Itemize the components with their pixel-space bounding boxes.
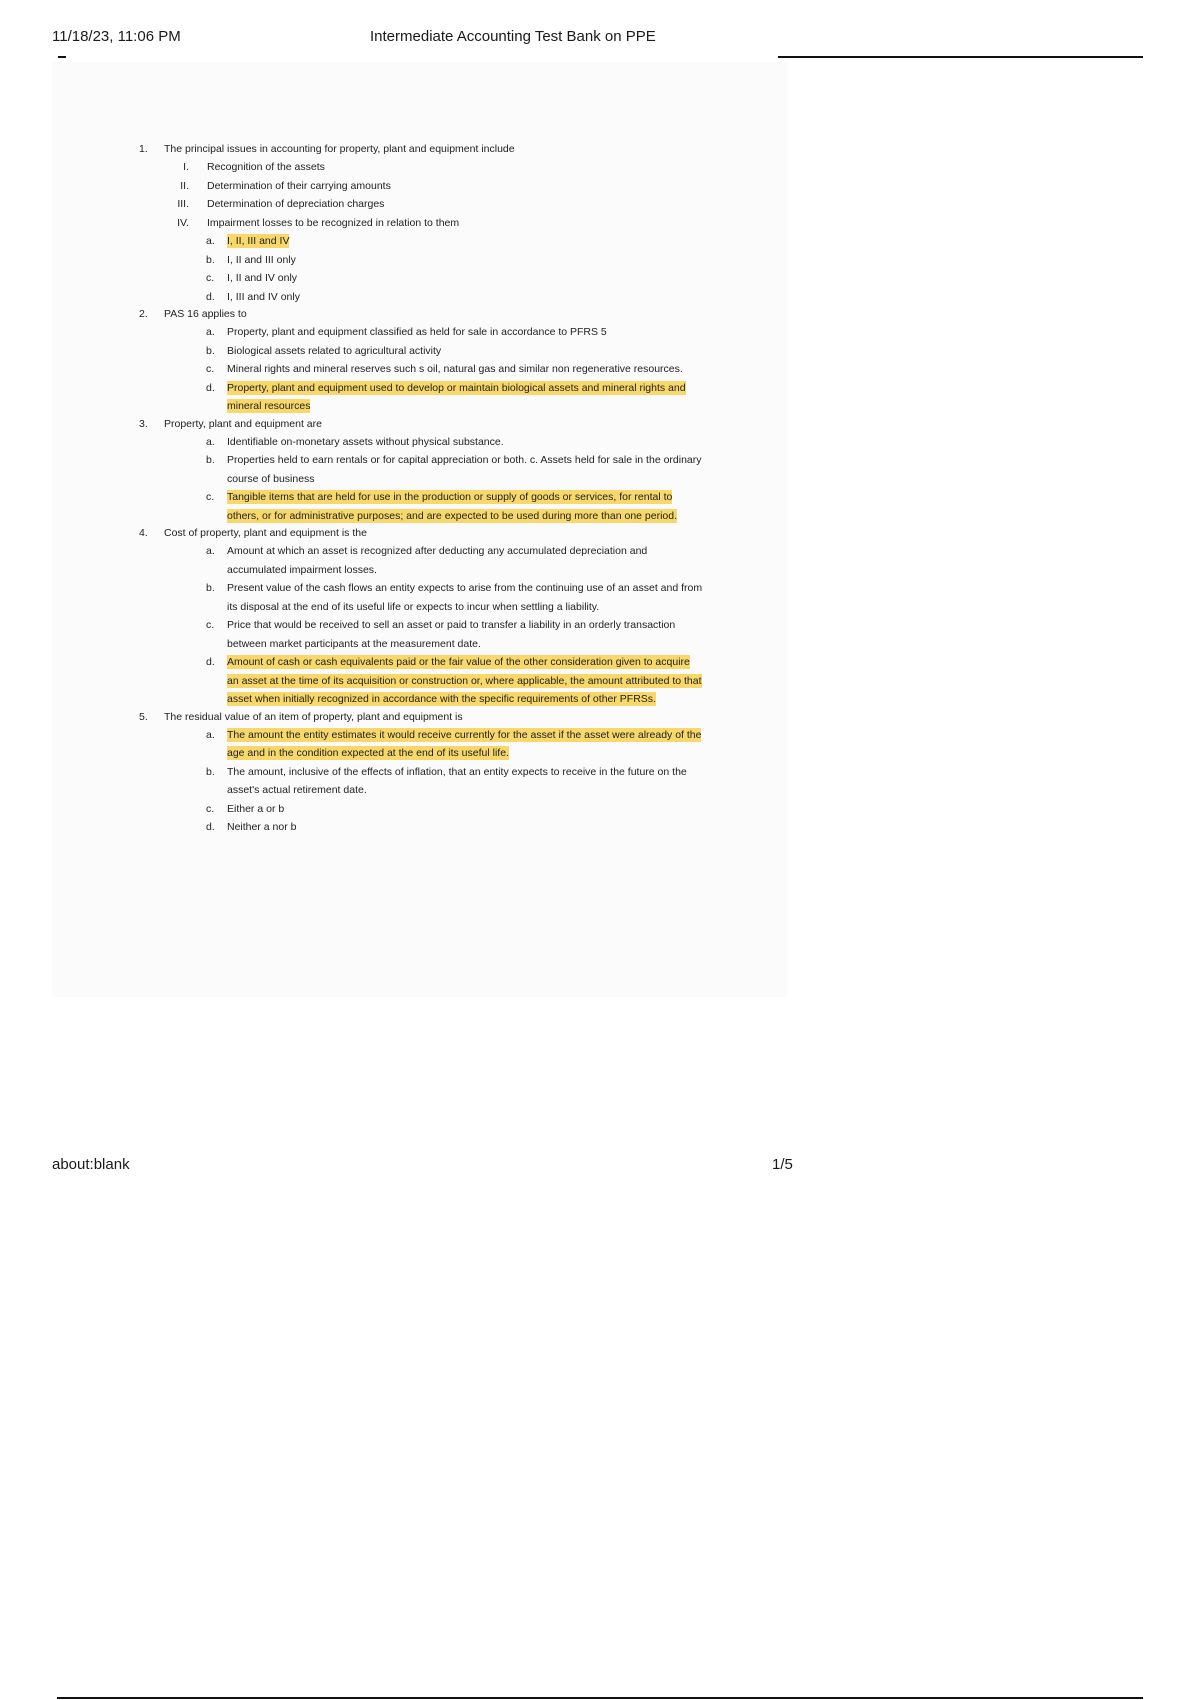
question-5 [139, 709, 704, 837]
roman-item: IV. Impairment losses to be recognized in relation to them [177, 216, 460, 229]
option-b: b. Properties held to earn rentals or for capital appreciation or both. c. Assets held for sale in the ordinary course of business [206, 454, 702, 485]
roman-item: II. Determination of their carrying amounts [180, 179, 391, 192]
question-1 [139, 141, 704, 306]
highlighted-answer: The amount the entity estimates it would receive currently for the asset if the asset were already of the age and in the condition expected at the end of its useful life. [227, 728, 702, 759]
document-title: Intermediate Accounting Test Bank on PPE [370, 28, 656, 45]
question-stem: PAS 16 applies to [164, 308, 247, 320]
option-c: c. Tangible items that are held for use in the production or supply of goods or services, for rental to others, or for administrative purposes; and are expected to be used during more than one period. [206, 491, 678, 522]
header-rule [778, 56, 1143, 58]
header-mark [58, 56, 66, 58]
question-number: 1. [139, 143, 148, 155]
option-c: c. Price that would be received to sell an asset or paid to transfer a liability in an orderly transaction between market participants at the measurement date. [206, 619, 676, 650]
option-list [206, 232, 704, 306]
highlighted-answer: Property, plant and equipment used to develop or maintain biological assets and mineral rights and mineral resources [227, 381, 686, 412]
option-list [206, 542, 704, 709]
highlighted-answer: Tangible items that are held for use in the production or supply of goods or services, for rental to others, or for administrative purposes; and are expected to be used during more than one period. [227, 491, 678, 522]
highlighted-answer: Amount of cash or cash equivalents paid or the fair value of the other consideration given to acquire an asset at the time of its acquisition or construction or, where applicable, the amount attributed to that asset when initially recognized in accordance with the specific requirements of other PFRSs. [227, 656, 702, 705]
page-number: 1/5 [772, 1156, 793, 1173]
option-a: a. Property, plant and equipment classified as held for sale in accordance to PFRS 5 [206, 326, 607, 338]
highlighted-answer: I, II, III and IV [227, 235, 290, 247]
option-list [206, 433, 704, 526]
question-stem: Cost of property, plant and equipment is the [164, 527, 367, 539]
option-d: d. I, III and IV only [206, 290, 300, 303]
option-a: a. Amount at which an asset is recognized after deducting any accumulated depreciation and accumulated impairment losses. [206, 545, 648, 576]
option-a: a. Identifiable on-monetary assets without physical substance. [206, 435, 504, 448]
option-b: b. The amount, inclusive of the effects of inflation, that an entity expects to receive in the future on the asset's actual retirement date. [206, 765, 687, 796]
question-number: 4. [139, 527, 148, 539]
question-4 [139, 525, 704, 709]
option-d: d. Neither a nor b [206, 821, 297, 833]
question-stem: The principal issues in accounting for property, plant and equipment include [164, 143, 515, 155]
option-b: b. Present value of the cash flows an entity expects to arise from the continuing use of an asset and from its disposal at the end of its useful life or expects to incur when settling a liability. [206, 582, 703, 613]
question-3 [139, 416, 704, 526]
question-number: 3. [139, 417, 148, 430]
page-url: about:blank [52, 1156, 130, 1173]
bottom-rule [57, 1697, 1143, 1699]
option-c: c. I, II and IV only [206, 272, 298, 284]
option-list [206, 726, 704, 837]
option-a: a. I, II, III and IV [206, 235, 290, 247]
option-list [206, 323, 704, 416]
option-c: c. Mineral rights and mineral reserves such s oil, natural gas and similar non regenerative resources. [206, 363, 683, 375]
question-number: 2. [139, 308, 148, 320]
option-c: c. Either a or b [206, 802, 285, 815]
option-d: d. Property, plant and equipment used to develop or maintain biological assets and mineral rights and mineral resources [206, 381, 686, 412]
question-stem: Property, plant and equipment are [164, 417, 322, 430]
question-list [139, 141, 704, 837]
roman-item: III. Determination of depreciation charges [177, 198, 385, 210]
option-b: b. I, II and III only [206, 253, 296, 266]
question-2 [139, 306, 704, 416]
roman-item: I. Recognition of the assets [183, 161, 325, 173]
question-number: 5. [139, 710, 148, 723]
option-d: d. Amount of cash or cash equivalents paid or the fair value of the other consideration given to acquire an asset at the time of its acquisition or construction or, where applicable, the amount attributed to that asset when initially recognized in accordance with the specific requirements of other PFRSs. [206, 656, 702, 705]
option-b: b. Biological assets related to agricultural activity [206, 344, 442, 357]
roman-list [164, 158, 704, 232]
print-date: 11/18/23, 11:06 PM [52, 28, 181, 45]
question-stem: The residual value of an item of property, plant and equipment is [164, 710, 463, 723]
option-a: a. The amount the entity estimates it would receive currently for the asset if the asset were already of the age and in the condition expected at the end of its useful life. [206, 728, 702, 759]
